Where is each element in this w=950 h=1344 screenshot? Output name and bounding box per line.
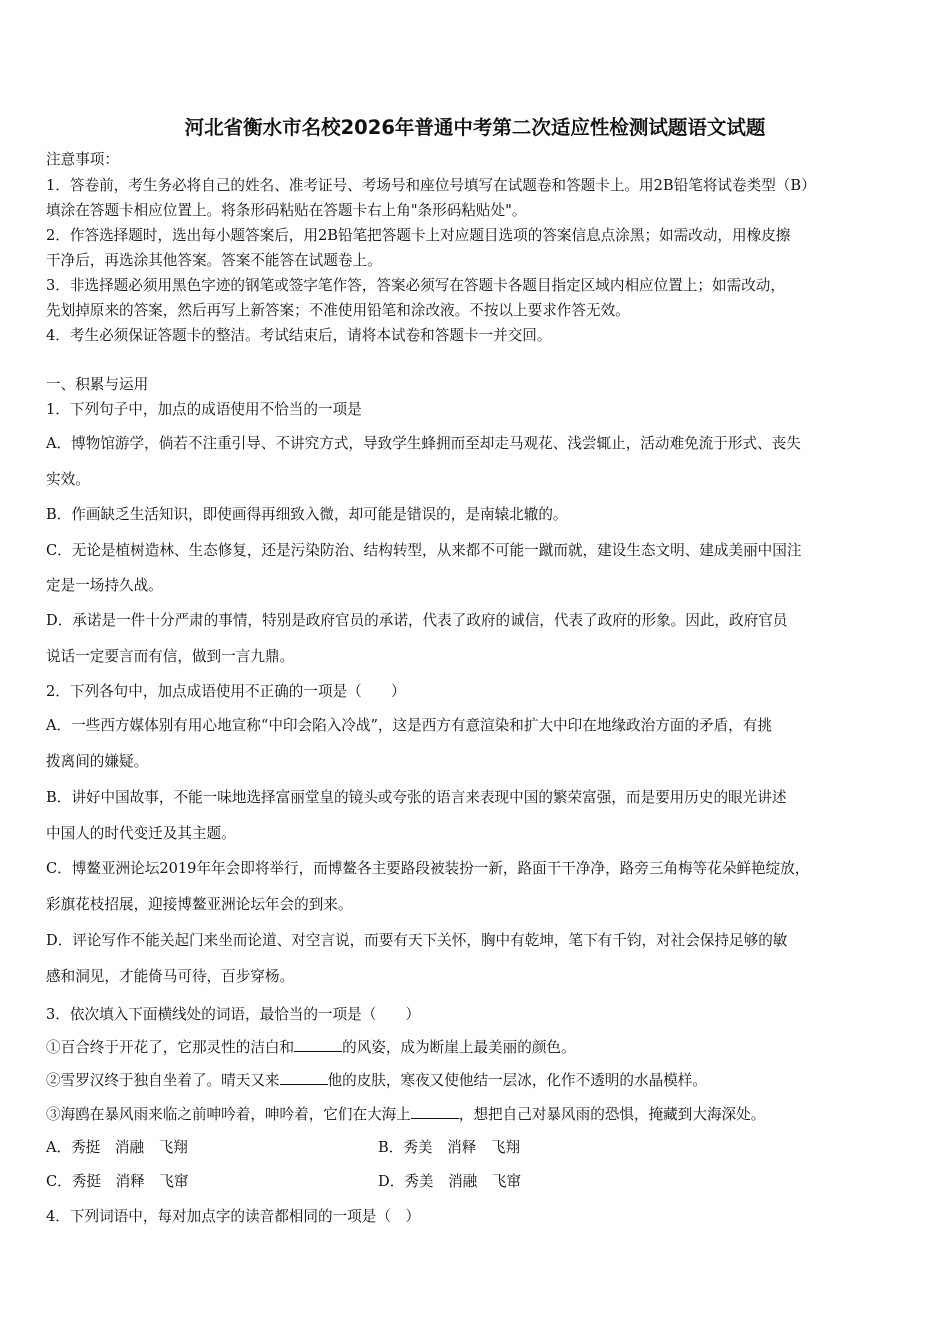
fill-blank [294,1038,342,1052]
q1-option-a: A．博物馆游学，倘若不注重引导、不讲究方式，导致学生蜂拥而至却走马观花、浅尝辄止，活动难免流于形式、丧失 [46,435,801,452]
q3-sentence-2-start: ②雪罗汉终于独自坐着了。晴天又来 [46,1072,280,1089]
q3-option-b: B．秀美 消释 飞翔 [378,1139,521,1156]
notice-heading: 注意事项： [46,151,119,168]
q3-sentence-3-end: ，想把自己对暴风雨的恐惧，掩藏到大海深处。 [458,1106,766,1123]
q1-option-d-cont: 说话一定要言而有信，做到一言九鼎。 [46,648,295,665]
fill-blank [411,1105,459,1119]
q2-option-d: D．评论写作不能关起门来坐而论道、对空言说，而要有天下关怀，胸中有乾坤，笔下有千钧，对社会保持足够的敏 [46,932,788,949]
q1-option-c-cont: 定是一场持久战。 [46,577,163,594]
q3-option-c: C．秀挺 消释 飞窜 [46,1173,189,1190]
q2-option-a: A．一些西方媒体别有用心地宣称“中印会陷入冷战”，这是西方有意渲染和扩大中印在地缘政治方面的矛盾，有挑 [46,717,772,734]
question-4-stem: 4．下列词语中，每对加点字的读音都相同的一项是（ ） [46,1208,421,1225]
page-title: 河北省衡水市名校2026年普通中考第二次适应性检测试题语文试题 [184,116,766,139]
q2-option-d-cont: 感和洞见，才能倚马可待，百步穿杨。 [46,968,295,985]
notice-line: 4．考生必须保证答题卡的整洁。考试结束后，请将本试卷和答题卡一并交回。 [46,327,552,344]
notice-line: 先划掉原来的答案，然后再写上新答案；不准使用铅笔和涂改液。不按以上要求作答无效。 [46,302,630,319]
q3-sentence-3 [46,1105,765,1125]
question-1-stem: 1．下列句子中，加点的成语使用不恰当的一项是 [46,401,362,418]
q2-option-c: C．博鳌亚洲论坛2019年年会即将举行，而博鳌各主要路段被装扮一新，路面干干净净，路旁三角梅等花朵鲜艳绽放， [46,860,810,877]
notice-line: 2．作答选择题时，选出每小题答案后，用2B铅笔把答题卡上对应题目选项的答案信息点涂黑；如需改动，用橡皮擦 [46,227,791,244]
q3-sentence-3-start: ③海鸥在暴风雨来临之前呻吟着，呻吟着，它们在大海上 [46,1106,411,1123]
q1-option-a-cont: 实效。 [46,471,90,488]
q1-option-d: D．承诺是一件十分严肃的事情，特别是政府官员的承诺，代表了政府的诚信，代表了政府的形象。因此，政府官员 [46,612,788,629]
notice-line: 1．答卷前，考生务必将自己的姓名、准考证号、考场号和座位号填写在试题卷和答题卡上。用2B铅笔将试卷类型（B） [46,177,816,194]
q3-option-d: D．秀美 消融 飞窜 [378,1173,522,1190]
q2-option-c-cont: 彩旗花枝招展，迎接博鳌亚洲论坛年会的到来。 [46,896,353,913]
q3-sentence-1 [46,1038,576,1058]
q2-option-b: B．讲好中国故事，不能一味地选择富丽堂皇的镜头或夸张的语言来表现中国的繁荣富强，而是要用历史的眼光讲述 [46,789,787,806]
question-2-stem: 2．下列各句中，加点成语使用不正确的一项是（ ） [46,683,406,700]
q3-sentence-2 [46,1071,707,1091]
q3-option-a: A．秀挺 消融 飞翔 [46,1139,188,1156]
q2-option-b-cont: 中国人的时代变迁及其主题。 [46,825,236,842]
notice-line: 干净后，再选涂其他答案。答案不能答在试题卷上。 [46,252,382,269]
q3-sentence-1-end: 的风姿，成为断崖上最美丽的颜色。 [342,1039,576,1056]
notice-line: 填涂在答题卡相应位置上。将条形码粘贴在答题卡右上角"条形码粘贴处"。 [46,202,527,219]
q3-sentence-2-end: 他的皮肤，寒夜又使他结一层冰，化作不透明的水晶模样。 [327,1072,707,1089]
section-heading: 一、积累与运用 [46,376,149,393]
q3-sentence-1-start: ①百合终于开花了，它那灵性的洁白和 [46,1039,295,1056]
q2-option-a-cont: 拨离间的嫌疑。 [46,753,149,770]
q1-option-c: C．无论是植树造林、生态修复，还是污染防治、结构转型，从来都不可能一蹴而就，建设生态文明、建成美丽中国注 [46,542,802,559]
fill-blank [280,1071,328,1085]
q1-option-b: B．作画缺乏生活知识，即使画得再细致入微，却可能是错误的，是南辕北辙的。 [46,506,568,523]
notice-line: 3．非选择题必须用黑色字迹的钢笔或签字笔作答，答案必须写在答题卡各题目指定区域内相应位置上；如需改动， [46,277,785,294]
question-3-stem: 3．依次填入下面横线处的词语，最恰当的一项是（ ） [46,1006,421,1023]
